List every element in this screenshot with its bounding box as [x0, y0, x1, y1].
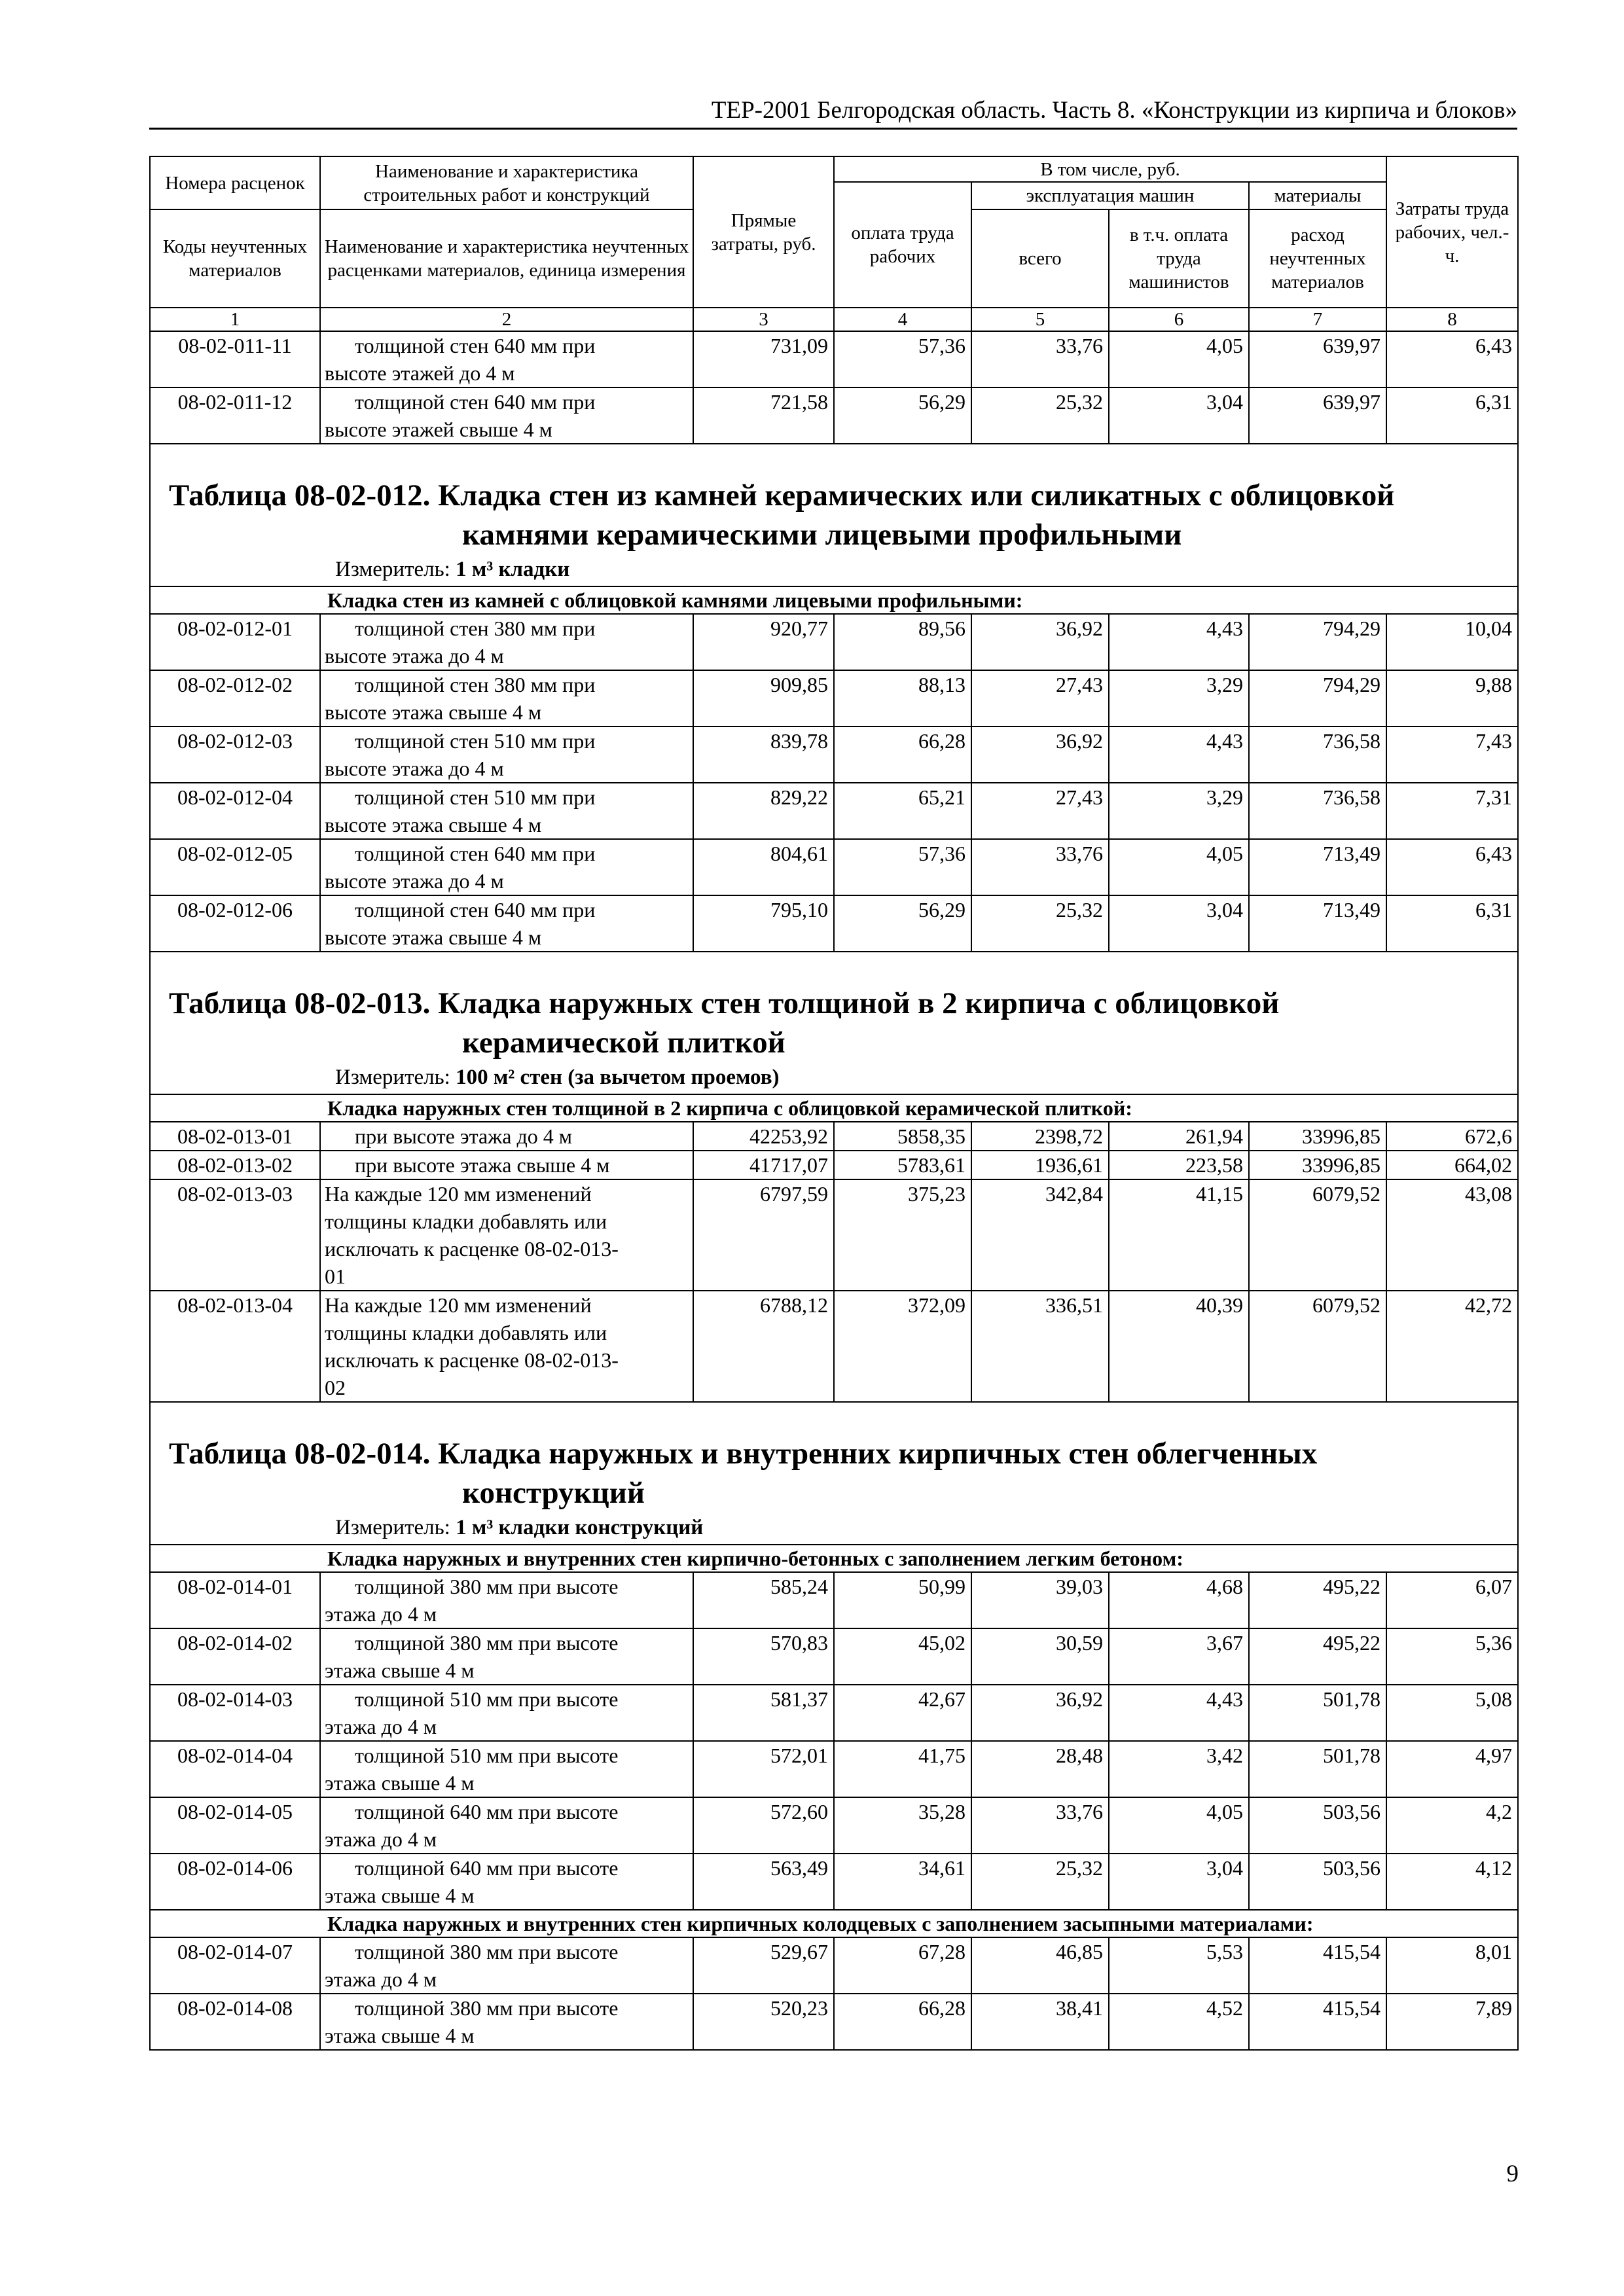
col-materials-unaccounted: расход неучтенных материалов — [1249, 209, 1386, 308]
section-header: Кладка стен из камней с облицовкой камнями лицевыми профильными: — [150, 586, 1518, 614]
table-012-heading — [150, 444, 1518, 586]
table-row: 08-02-012-05 толщиной стен 640 мм при высоте этажа до 4 м 804,61 57,36 33,76 4,05 713,49 6,43 — [150, 839, 1518, 895]
column-numbers: 1 2 3 4 5 6 7 8 — [150, 308, 1518, 331]
table-row: 08-02-014-06 толщиной 640 мм при высоте этажа свыше 4 м 563,49 34,61 25,32 3,04 503,56 4,12 — [150, 1854, 1518, 1910]
col-labor: оплата труда рабочих — [834, 182, 971, 308]
table-row: 08-02-014-07 толщиной 380 мм при высоте этажа до 4 м 529,67 67,28 46,85 5,53 415,54 8,01 — [150, 1937, 1518, 1994]
table-013-title: Таблица 08-02-013. Кладка наружных стен толщиной в 2 кирпича с облицовкой керамической плиткой — [169, 986, 1280, 1060]
col-workers: Затраты труда рабочих, чел.-ч. — [1386, 156, 1518, 308]
table-row: 08-02-014-03 толщиной 510 мм при высоте этажа до 4 м 581,37 42,67 36,92 4,43 501,78 5,08 — [150, 1685, 1518, 1741]
table-013-heading — [150, 952, 1518, 1094]
table-row: 08-02-013-03 На каждые 120 мм изменений толщины кладки добавлять или исключать к расценке 08-02-013- 01 6797,59 375,23 342,84 41,15 6079,52 43,08 — [150, 1179, 1518, 1291]
table-row: 08-02-011-12 толщиной стен 640 мм при высоте этажей свыше 4 м 721,58 56,29 25,32 3,04 639,97 6,31 — [150, 387, 1518, 444]
table-row: 08-02-012-06 толщиной стен 640 мм при высоте этажа свыше 4 м 795,10 56,29 25,32 3,04 713,49 6,31 — [150, 895, 1518, 952]
table-row: 08-02-014-02 толщиной 380 мм при высоте этажа свыше 4 м 570,83 45,02 30,59 3,67 495,22 5,36 — [150, 1628, 1518, 1685]
table-row: 08-02-013-04 На каждые 120 мм изменений толщины кладки добавлять или исключать к расценке 08-02-013- 02 6788,12 372,09 336,51 40,39 6079,52 42,72 — [150, 1291, 1518, 1402]
col-name-bottom: Наименование и характеристика неучтенных расценками материалов, единица измерения — [320, 209, 693, 308]
table-row: 08-02-013-01 при высоте этажа до 4 м 42253,92 5858,35 2398,72 261,94 33996,85 672,6 — [150, 1122, 1518, 1151]
col-machines-total: всего — [971, 209, 1109, 308]
table-014-title: Таблица 08-02-014. Кладка наружных и внутренних кирпичных стен облегченных конструкций — [169, 1437, 1318, 1510]
col-name-top: Наименование и характеристика строительных работ и конструкций — [320, 156, 693, 209]
col-direct: Прямые затраты, руб. — [693, 156, 834, 308]
table-012-title: Таблица 08-02-012. Кладка стен из камней керамических или силикатных с облицовкой камнями керамическими лицевыми профильными — [169, 478, 1395, 552]
table-row: 08-02-013-02 при высоте этажа свыше 4 м 41717,07 5783,61 1936,61 223,58 33996,85 664,02 — [150, 1151, 1518, 1179]
table-014-heading — [150, 1402, 1518, 1545]
table-row: 08-02-014-08 толщиной 380 мм при высоте этажа свыше 4 м 520,23 66,28 38,41 4,52 415,54 7,89 — [150, 1994, 1518, 2050]
section-header: Кладка наружных стен толщиной в 2 кирпича с облицовкой керамической плиткой: — [150, 1094, 1518, 1122]
table-row: 08-02-012-02 толщиной стен 380 мм при высоте этажа свыше 4 м 909,85 88,13 27,43 3,29 794,29 9,88 — [150, 670, 1518, 726]
section-header: Кладка наружных и внутренних стен кирпичных колодцевых с заполнением засыпными материалами: — [150, 1910, 1518, 1937]
page-header: ТЕР-2001 Белгородская область. Часть 8. «Конструкции из кирпича и блоков» — [149, 92, 1517, 130]
table-row: 08-02-014-01 толщиной 380 мм при высоте этажа до 4 м 585,24 50,99 39,03 4,68 495,22 6,07 — [150, 1572, 1518, 1628]
section-header: Кладка наружных и внутренних стен кирпично-бетонных с заполнением легким бетоном: — [150, 1545, 1518, 1572]
col-materials: материалы — [1249, 182, 1386, 209]
rates-table — [149, 156, 1517, 2051]
col-machines: эксплуатация машин — [971, 182, 1249, 209]
table-row: 08-02-012-01 толщиной стен 380 мм при высоте этажа до 4 м 920,77 89,56 36,92 4,43 794,29 10,04 — [150, 614, 1518, 670]
col-machines-labor: в т.ч. оплата труда машинистов — [1109, 209, 1249, 308]
col-codes-bottom: Коды неучтенных материалов — [150, 209, 320, 308]
table-014-measure: Измеритель: 1 м³ кладки конструкций — [335, 1516, 704, 1539]
table-row: 08-02-014-04 толщиной 510 мм при высоте этажа свыше 4 м 572,01 41,75 28,48 3,42 501,78 4,97 — [150, 1741, 1518, 1797]
col-including: В том числе, руб. — [834, 156, 1386, 182]
table-row: 08-02-014-05 толщиной 640 мм при высоте этажа до 4 м 572,60 35,28 33,76 4,05 503,56 4,2 — [150, 1797, 1518, 1854]
page-number: 9 — [1506, 2161, 1519, 2187]
table-row: 08-02-011-11 толщиной стен 640 мм при высоте этажей до 4 м 731,09 57,36 33,76 4,05 639,97 6,43 — [150, 331, 1518, 387]
table-012-measure: Измеритель: 1 м³ кладки — [335, 558, 570, 581]
table-row: 08-02-012-03 толщиной стен 510 мм при высоте этажа до 4 м 839,78 66,28 36,92 4,43 736,58 7,43 — [150, 726, 1518, 783]
table-013-measure: Измеритель: 100 м² стен (за вычетом проемов) — [335, 1066, 780, 1089]
table-row: 08-02-012-04 толщиной стен 510 мм при высоте этажа свыше 4 м 829,22 65,21 27,43 3,29 736,58 7,31 — [150, 783, 1518, 839]
col-codes-top: Номера расценок — [150, 156, 320, 209]
